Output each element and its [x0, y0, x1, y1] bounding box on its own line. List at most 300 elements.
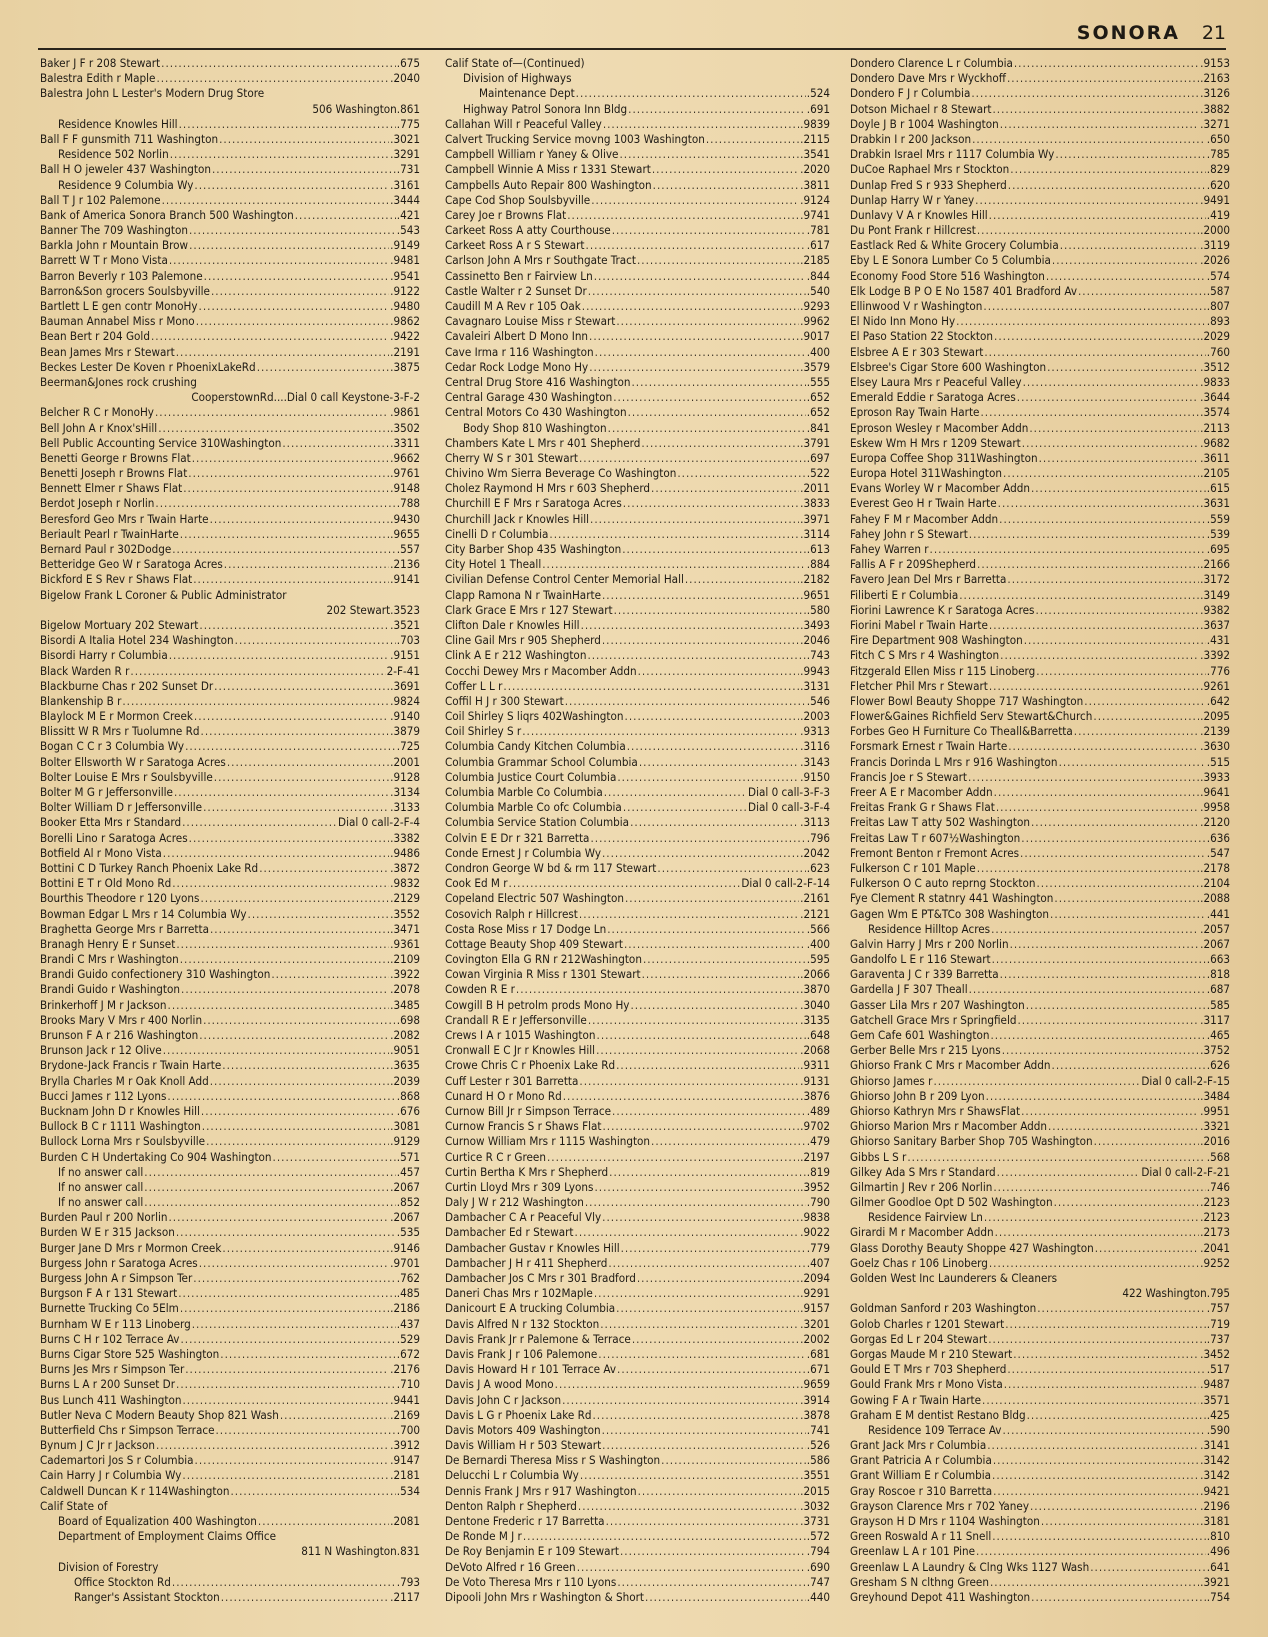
directory-entry: [445, 618, 830, 633]
phone-number: .790: [806, 1195, 830, 1210]
entry-name: Columbia Justice Court Columbia: [445, 769, 617, 784]
phone-number: .663: [1206, 952, 1230, 967]
phone-number: .3141: [1200, 1438, 1230, 1453]
entry-name: Gerber Belle Mrs r 215 Lyons: [850, 1043, 1001, 1058]
dot-leader: [516, 982, 799, 997]
phone-number: .3021: [390, 131, 420, 146]
directory-entry: [850, 937, 1230, 952]
entry-name: Forbes Geo H Furniture Co Theall&Barretta: [850, 724, 1073, 739]
dot-leader: [608, 421, 806, 436]
phone-number: .3502: [390, 420, 420, 435]
directory-entry: [40, 162, 420, 177]
directory-entry: [445, 861, 830, 876]
directory-entry: [40, 1286, 420, 1301]
dot-leader: [196, 314, 389, 329]
directory-entry: [445, 1362, 830, 1377]
dot-leader: [210, 512, 390, 527]
entry-name: Costa Rose Miss r 17 Dodge Ln: [445, 921, 607, 936]
entry-name: Bolter Ellsworth W r Saratoga Acres: [40, 754, 226, 769]
phone-number: .9832: [390, 876, 420, 891]
phone-number: .642: [1206, 693, 1230, 708]
phone-number: .568: [1206, 1149, 1230, 1164]
phone-number: .440: [806, 1589, 830, 1604]
entry-name: Blissitt W R Mrs r Tuolumne Rd: [40, 724, 200, 739]
entry-name: Beerman&Jones rock crushing: [40, 374, 197, 389]
directory-entry: [850, 223, 1230, 238]
entry-name: Burden C H Undertaking Co 904 Washington: [40, 1149, 272, 1164]
phone-number: .3172: [1200, 572, 1230, 587]
dot-leader: [968, 770, 1199, 785]
phone-number: .9659: [800, 1377, 830, 1392]
directory-entry: [40, 421, 420, 436]
directory-entry: [445, 466, 830, 481]
phone-number: .3912: [390, 1438, 420, 1453]
phone-number: .9017: [800, 329, 830, 344]
phone-number: .725: [396, 739, 420, 754]
dot-leader: [203, 800, 389, 815]
dot-leader: [192, 451, 389, 466]
phone-number: .9131: [800, 1073, 830, 1088]
dot-leader: [580, 1468, 799, 1483]
phone-number: .2104: [1200, 876, 1230, 891]
dot-leader: [1024, 633, 1206, 648]
directory-entry: [40, 1408, 420, 1423]
dot-leader: [992, 1468, 1199, 1483]
entry-name: Goldman Sanford r 203 Washington: [850, 1301, 1037, 1316]
entry-name: Bickford E S Rev r Shaws Flat: [40, 572, 193, 587]
entry-name: Beresford Geo Mrs r Twain Harte: [40, 511, 209, 526]
directory-entry: [445, 299, 830, 314]
directory-entry: [445, 1484, 830, 1499]
entry-name: Condron George W bd & rm 117 Stewart: [445, 860, 657, 875]
dot-leader: [168, 998, 390, 1013]
directory-entry: [40, 1438, 420, 1453]
phone-number: .2123: [1200, 1210, 1230, 1225]
phone-number: .489: [806, 1103, 830, 1118]
phone-number: .2117: [390, 1589, 420, 1604]
dot-leader: [183, 481, 389, 496]
directory-entry: [850, 1408, 1230, 1423]
entry-name: Flower&Gaines Richfield Serv Stewart&Church: [850, 709, 1093, 724]
phone-number: .796: [806, 830, 830, 845]
dot-leader: [579, 1074, 799, 1089]
entry-name: Clink A E r 212 Washington: [445, 648, 587, 663]
dot-leader: [995, 1225, 1200, 1240]
dot-leader: [188, 466, 389, 481]
dot-leader: [969, 982, 1206, 997]
phone-number: .746: [1206, 1179, 1230, 1194]
phone-number: .613: [806, 542, 830, 556]
dot-leader: [1047, 360, 1199, 375]
dot-leader: [189, 238, 389, 253]
directory-entry: [40, 1256, 420, 1271]
directory-entry: [445, 1286, 830, 1301]
phone-number: .2067: [1200, 936, 1230, 951]
entry-name: Dambacher Jos C Mrs r 301 Bradford: [445, 1271, 636, 1285]
directory-entry: [445, 481, 830, 496]
directory-entry: [40, 952, 420, 967]
directory-entry: [445, 891, 830, 906]
entry-name: Eastlack Red & White Grocery Columbia: [850, 238, 1059, 253]
phone-number: .2169: [390, 1407, 420, 1422]
dot-leader: [608, 1256, 805, 1271]
phone-number: .829: [1206, 162, 1230, 177]
directory-entry: [850, 1271, 1230, 1286]
directory-entry: [40, 178, 420, 193]
dot-leader: [1017, 390, 1199, 405]
dot-leader: [144, 1195, 396, 1210]
dot-leader: [975, 193, 1199, 208]
directory-entry: [850, 572, 1230, 587]
dot-leader: [193, 572, 389, 587]
directory-entry: [40, 1317, 420, 1332]
dot-leader: [623, 496, 799, 511]
phone-number: .2040: [390, 71, 420, 86]
entry-name: Cunard H O r Mono Rd: [445, 1088, 562, 1103]
entry-name: Francis Dorinda L Mrs r 916 Washington: [850, 754, 1058, 769]
phone-number: .441: [1206, 906, 1230, 921]
dot-leader: [575, 1225, 800, 1240]
directory-entry: [445, 162, 830, 177]
directory-entry: [850, 238, 1230, 253]
phone-number: .2068: [800, 1043, 830, 1058]
entry-name: Gardella J F 307 Theall: [850, 982, 968, 997]
dot-leader: [624, 937, 806, 952]
phone-number: .9311: [800, 1058, 830, 1073]
entry-name: Gorgas Maude M r 210 Stewart: [850, 1346, 1013, 1361]
phone-number: .2042: [800, 845, 830, 860]
directory-entry: [445, 1210, 830, 1225]
phone-number: .421: [396, 207, 420, 222]
directory-entry: [850, 496, 1230, 511]
entry-name: Ball T J r 102 Palemone: [40, 192, 161, 207]
directory-entry: [445, 800, 830, 815]
dot-leader: [220, 1347, 395, 1362]
dot-leader: [907, 1150, 1205, 1165]
phone-number: .2057: [1200, 921, 1230, 936]
directory-entry: [850, 102, 1230, 117]
dot-leader: [606, 1514, 800, 1529]
phone-number: .9651: [800, 587, 830, 602]
entry-name: DuCoe Raphael Mrs r Stockton: [850, 162, 1010, 177]
phone-number: .425: [1206, 1407, 1230, 1422]
phone-number: .3321: [1200, 1119, 1230, 1134]
dot-leader: [144, 1165, 396, 1180]
phone-number: .650: [1206, 131, 1230, 146]
phone-number: .3134: [390, 785, 420, 799]
dot-leader: [651, 1134, 806, 1149]
entry-name: Fulkerson O C auto reprng Stockton: [850, 876, 1036, 891]
entry-name: Coffil H J r 300 Stewart: [445, 693, 564, 708]
directory-entry: [40, 724, 420, 739]
directory-entry: [40, 876, 420, 891]
entry-name: Chambers Kate L Mrs r 401 Shepherd: [445, 435, 641, 450]
phone-number: .672: [396, 1346, 420, 1361]
entry-name: Carey Joe r Browns Flat: [445, 207, 567, 222]
dot-leader: [222, 1241, 389, 1256]
directory-entry: [40, 709, 420, 724]
directory-entry: [850, 147, 1230, 162]
entry-name: Black Warden R r: [40, 663, 130, 678]
phone-number: .9422: [390, 329, 420, 344]
dot-leader: [163, 846, 389, 861]
entry-name: Residence Fairview Ln: [868, 1210, 983, 1225]
dot-leader: [586, 238, 806, 253]
directory-entry: [40, 1301, 420, 1316]
directory-entry: [850, 1590, 1230, 1605]
entry-name: Grayson H D Mrs r 1104 Washington: [850, 1514, 1040, 1528]
entry-name: Berdot Joseph r Norlin: [40, 496, 155, 511]
directory-entry: [40, 922, 420, 937]
entry-name: Elsey Laura Mrs r Peaceful Valley: [850, 374, 1022, 389]
entry-name: Division of Forestry: [58, 1559, 159, 1574]
directory-entry: [445, 603, 830, 618]
dot-leader: [1078, 284, 1206, 299]
phone-number: .526: [806, 1438, 830, 1453]
dot-leader: [162, 193, 390, 208]
dot-leader: [547, 1150, 799, 1165]
dot-leader: [577, 1560, 806, 1575]
entry-name: Drabkin I r 200 Jackson: [850, 131, 972, 146]
phone-number: .9491: [1200, 192, 1230, 207]
directory-entry: [850, 876, 1230, 891]
directory-entry: [850, 770, 1230, 785]
directory-entry: [850, 329, 1230, 344]
dot-leader: [199, 618, 389, 633]
dot-leader: [1095, 1241, 1199, 1256]
directory-entry: [40, 147, 420, 162]
phone-number: .9861: [390, 405, 420, 420]
dot-leader: [180, 1332, 395, 1347]
phone-number: .3291: [390, 147, 420, 162]
dot-leader: [617, 770, 799, 785]
dot-leader: [1004, 1377, 1199, 1392]
directory-entry: [40, 739, 420, 754]
entry-name: Favero Jean Del Mrs r Barretta: [850, 572, 1007, 587]
directory-entry: [40, 1453, 420, 1468]
entry-name: Brandi C Mrs r Washington: [40, 952, 179, 967]
directory-entry: [40, 1499, 420, 1514]
dot-leader: [602, 846, 799, 861]
directory-entry: [40, 542, 420, 557]
phone-number: .3485: [390, 997, 420, 1012]
phone-number: .3452: [1200, 1346, 1230, 1361]
entry-name: Gorgas Ed L r 204 Stewart: [850, 1331, 988, 1346]
dot-leader: [182, 1393, 389, 1408]
entry-name: Castle Walter r 2 Sunset Dr: [445, 283, 587, 298]
directory-entry: [850, 679, 1230, 694]
phone-number: .3833: [800, 496, 830, 511]
dot-leader: [616, 1058, 799, 1073]
entry-name: Drabkin Israel Mrs r 1117 Columbia Wy: [850, 147, 1055, 162]
phone-number: .2181: [390, 1468, 420, 1483]
phone-number: .9140: [390, 709, 420, 724]
entry-name: Ball H O jeweler 437 Washington: [40, 162, 211, 177]
phone-number: .3117: [1200, 1012, 1230, 1027]
phone-number: .2161: [800, 891, 830, 906]
dot-leader: [172, 876, 389, 891]
directory-entry: [40, 1377, 420, 1392]
dot-leader: [210, 1074, 389, 1089]
directory-entry: [850, 1225, 1230, 1240]
entry-name: Bean Bert r 204 Gold: [40, 329, 150, 344]
phone-number: .3081: [390, 1119, 420, 1134]
directory-entry: [40, 831, 420, 846]
entry-name: Department of Employment Claims Office: [58, 1529, 277, 1544]
dot-leader: [625, 891, 799, 906]
directory-entry: [445, 739, 830, 754]
phone-number: .9662: [390, 450, 420, 465]
dot-leader: [1003, 466, 1199, 481]
directory-entry: [40, 56, 420, 71]
entry-name: Barrett W T r Mono Vista: [40, 253, 168, 268]
phone-number: .9147: [390, 1453, 420, 1468]
directory-entry: [40, 1362, 420, 1377]
entry-name: Grant William E r Columbia: [850, 1468, 992, 1483]
dot-leader: [280, 1408, 389, 1423]
entry-name: El Nido Inn Mono Hy: [850, 314, 956, 329]
dot-leader: [259, 861, 389, 876]
directory-entry: [445, 785, 830, 800]
entry-name: Fahey John r S Stewart: [850, 526, 968, 541]
directory-entry: [850, 815, 1230, 830]
phone-number: .3637: [1200, 617, 1230, 632]
directory-entry: [850, 375, 1230, 390]
phone-number: .623: [806, 860, 830, 875]
phone-number: .574: [1206, 268, 1230, 283]
dot-leader: [602, 588, 799, 603]
dot-leader: [176, 1225, 396, 1240]
entry-name: Eproson Wesley r Macomber Addn: [850, 420, 1029, 435]
entry-name: Branagh Henry E r Sunset: [40, 936, 176, 951]
phone-number: .641: [1206, 1559, 1230, 1574]
dot-leader: [594, 1286, 799, 1301]
entry-name: 506 Washington: [312, 101, 397, 116]
entry-name: Bean James Mrs r Stewart: [40, 344, 175, 359]
phone-number: .3611: [1200, 450, 1230, 465]
entry-name: Blaylock M E r Mormon Creek: [40, 709, 193, 724]
directory-entry: [445, 1150, 830, 1165]
dot-leader: [227, 755, 389, 770]
phone-number: .485: [396, 1286, 420, 1301]
dot-leader: [1037, 1301, 1206, 1316]
directory-entry: [445, 937, 830, 952]
dot-leader: [983, 299, 1205, 314]
entry-name: Gagen Wm E PT&TCo 308 Washington: [850, 906, 1050, 921]
entry-name: Du Pont Frank r Hillcrest: [850, 223, 976, 238]
directory-entry: [40, 1332, 420, 1347]
directory-entry: [445, 664, 830, 679]
dot-leader: [993, 1180, 1205, 1195]
directory-entry: [850, 71, 1230, 86]
entry-name: Gasser Lila Mrs r 207 Washington: [850, 997, 1025, 1012]
entry-name: Residence 9 Columbia Wy: [58, 177, 194, 192]
phone-number: .9252: [1200, 1255, 1230, 1270]
phone-number: .779: [806, 1240, 830, 1255]
entry-name: Brooks Mary V Mrs r 400 Norlin: [40, 1012, 203, 1027]
phone-number: .3149: [1200, 587, 1230, 602]
directory-entry: [850, 162, 1230, 177]
entry-name: Carlson John A Mrs r Southgate Tract: [445, 253, 636, 268]
entry-name: Beckes Lester De Koven r PhoenixLakeRd: [40, 359, 256, 374]
directory-entry: [445, 132, 830, 147]
directory-entry: [40, 1575, 420, 1590]
dot-leader: [204, 269, 389, 284]
entry-name: Cain Harry J r Columbia Wy: [40, 1468, 182, 1483]
dot-leader: [988, 1332, 1206, 1347]
dot-leader: [1021, 831, 1205, 846]
dot-leader: [509, 876, 741, 891]
phone-number: .3541: [800, 147, 830, 162]
phone-number: .893: [1206, 314, 1230, 329]
directory-entry: [850, 1377, 1230, 1392]
phone-number: .2166: [1200, 557, 1230, 572]
dot-leader: [201, 1104, 396, 1119]
entry-name: Golob Charles r 1201 Stewart: [850, 1316, 1005, 1331]
dot-leader: [969, 527, 1206, 542]
dot-leader: [1093, 709, 1199, 724]
phone-number: .3952: [800, 1179, 830, 1194]
dot-leader: [637, 1271, 799, 1286]
phone-number: .2046: [800, 633, 830, 648]
directory-entry: [40, 1119, 420, 1134]
phone-number: .626: [1206, 1058, 1230, 1073]
dot-leader: [282, 436, 389, 451]
directory-entry: [40, 1043, 420, 1058]
dot-leader: [596, 1043, 799, 1058]
dot-leader: [625, 709, 800, 724]
dot-leader: [632, 1332, 799, 1347]
phone-number: .9839: [800, 116, 830, 131]
directory-entry: [445, 223, 830, 238]
directory-entry: [40, 1104, 420, 1119]
phone-number: .3133: [390, 800, 420, 815]
entry-name: Cline Gail Mrs r 905 Shepherd: [445, 633, 601, 648]
directory-entry: [850, 967, 1230, 982]
phone-number: .9480: [390, 299, 420, 313]
dot-leader: [984, 345, 1205, 360]
dot-leader: [588, 284, 806, 299]
entry-name: Fallis A F r 209Shepherd: [850, 557, 977, 572]
directory-entry: [850, 1301, 1230, 1316]
dot-leader: [677, 466, 805, 481]
entry-name: Dunlap Harry W r Yaney: [850, 192, 975, 207]
phone-number: .517: [1206, 1362, 1230, 1377]
entry-name: Fiorini Mabel r Twain Harte: [850, 617, 988, 632]
phone-number: .9951: [1200, 1103, 1230, 1118]
dot-leader: [1002, 1043, 1199, 1058]
directory-entry: [850, 1058, 1230, 1073]
entry-name: Butterfield Chs r Simpson Terrace: [40, 1422, 215, 1437]
directory-entry: [445, 572, 830, 587]
entry-name: Fitch C S Mrs r 4 Washington: [850, 648, 1000, 663]
dot-leader: [956, 314, 1206, 329]
dot-leader: [993, 1484, 1199, 1499]
phone-number: .9441: [390, 1392, 420, 1407]
entry-name: Cottage Beauty Shop 409 Stewart: [445, 936, 623, 951]
directory-entry: [445, 451, 830, 466]
phone-number: .9958: [1200, 800, 1230, 815]
phone-number: 2-F-41: [386, 663, 420, 678]
entry-name: Gould Frank Mrs r Mono Vista: [850, 1377, 1003, 1392]
phone-number: .861: [396, 101, 420, 116]
dot-leader: [627, 739, 799, 754]
phone-number: .687: [1206, 982, 1230, 997]
directory-entry: [445, 147, 830, 162]
dot-leader: [651, 481, 799, 496]
entry-name: Office Stockton Rd: [74, 1574, 171, 1589]
phone-number: .3635: [390, 1058, 420, 1073]
